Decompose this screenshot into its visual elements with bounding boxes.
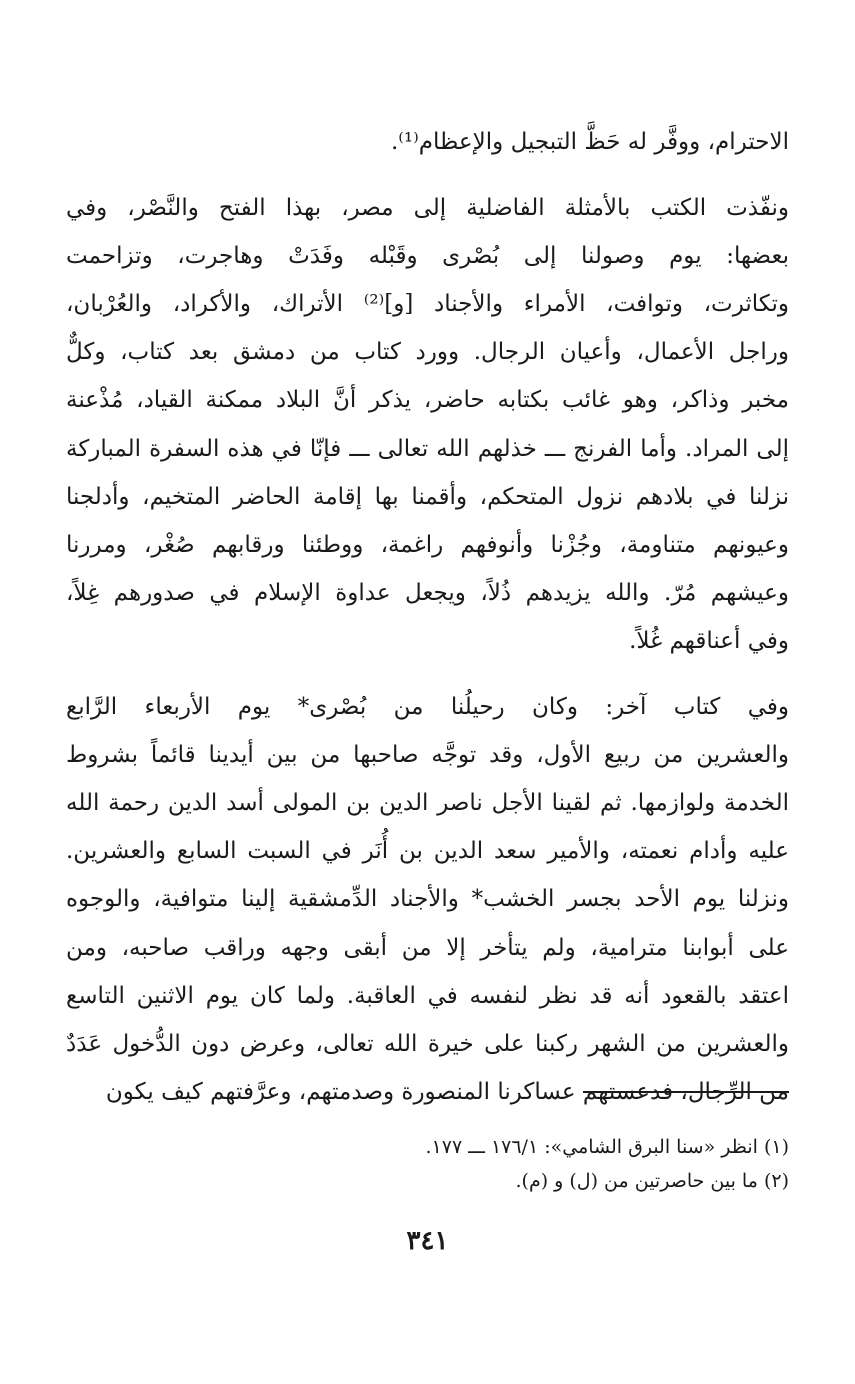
text-line: وفي كتاب آخر: وكان رحيلُنا من بُصْرى* يوم الأربعاء الرَّابع xyxy=(66,694,789,721)
footnote-2: (٢) ما بين حاصرتين من (ل) و (م). xyxy=(515,1170,789,1192)
text-line: والعشرين من ربيع الأول، وقد توجَّه صاحبها من بين أيدينا قائماً بشروط xyxy=(66,742,789,769)
text-line: وعيشهم مُرّ. والله يزيدهم ذُلاً، ويجعل عداوة الإسلام في صدورهم غِلاً، xyxy=(66,579,789,606)
text-line: وتكاثرت، وتوافت، الأمراء والأجناد [و]⁽²⁾ الأتراك، والأكراد، والعُرْبان، xyxy=(66,291,789,318)
body-text xyxy=(66,118,789,1116)
text-line: مخبر وذاكر، وهو غائب بكتابه حاضر، يذكر أنَّ البلاد ممكنة القياد، مُذْعنة xyxy=(66,387,789,414)
text-line: وعيونهم متناومة، وجُزْنا وأنوفهم راغمة، ووطئنا ورقابهم صُغْر، ومررنا xyxy=(66,531,789,558)
footnote-separator xyxy=(583,1091,789,1093)
text-line: بعضها: يوم وصولنا إلى بُصْرى وقَبْله وفَدَتْ وهاجرت، وتزاحمت xyxy=(66,243,789,270)
text-line: عليه وأدام نعمته، والأمير سعد الدين بن أُنَر في السبت السابع والعشرين. xyxy=(66,838,789,865)
footnotes xyxy=(66,1130,789,1198)
text-line: من الرِّجال، فدعستهم عساكرنا المنصورة وصدمتهم، وعرَّفتهم كيف يكون xyxy=(105,1078,789,1105)
text-line: وراجل الأعمال، وأعيان الرجال. وورد كتاب من دمشق بعد كتاب، وكلٌّ xyxy=(66,339,789,366)
paragraph-gap xyxy=(66,665,789,683)
footnote-1: (١) انظر «سنا البرق الشامي»: ١٧٦/١ ـــ ١٧٧. xyxy=(425,1136,789,1158)
text-line: وفي أعناقهم غُلاً. xyxy=(629,627,789,654)
text-line: الاحترام، ووفَّر له حَظَّ التبجيل والإعظام⁽¹⁾. xyxy=(390,129,789,155)
page-number: ٣٤١ xyxy=(406,1226,449,1256)
text-line: ونفّذت الكتب بالأمثلة الفاضلية إلى مصر، بهذا الفتح والنَّصْر، وفي xyxy=(66,195,789,222)
text-line: اعتقد بالقعود أنه قد نظر لنفسه في العاقبة. ولما كان يوم الاثنين التاسع xyxy=(66,982,789,1009)
text-line: نزلنا في بلادهم نزول المتحكم، وأقمنا بها إقامة الحاضر المتخيم، وأدلجنا xyxy=(66,483,789,510)
text-line: الخدمة ولوازمها. ثم لقينا الأجل ناصر الدين بن المولى أسد الدين رحمة الله xyxy=(66,790,789,817)
text-line: ونزلنا يوم الأحد بجسر الخشب* والأجناد الدِّمشقية إلينا متوافية، والوجوه xyxy=(66,886,789,913)
paragraph-gap xyxy=(66,166,789,184)
text-line: والعشرين من الشهر ركبنا على خيرة الله تعالى، وعرض دون الدُّخول عَدَدٌ xyxy=(66,1030,789,1057)
text-line: على أبوابنا مترامية، ولم يتأخر إلا من أبقى وجهه وراقب صاحبه، ومن xyxy=(66,934,789,961)
text-line: إلى المراد. وأما الفرنج ـــ خذلهم الله تعالى ـــ فإنّا في هذه السفرة المباركة xyxy=(66,435,789,462)
